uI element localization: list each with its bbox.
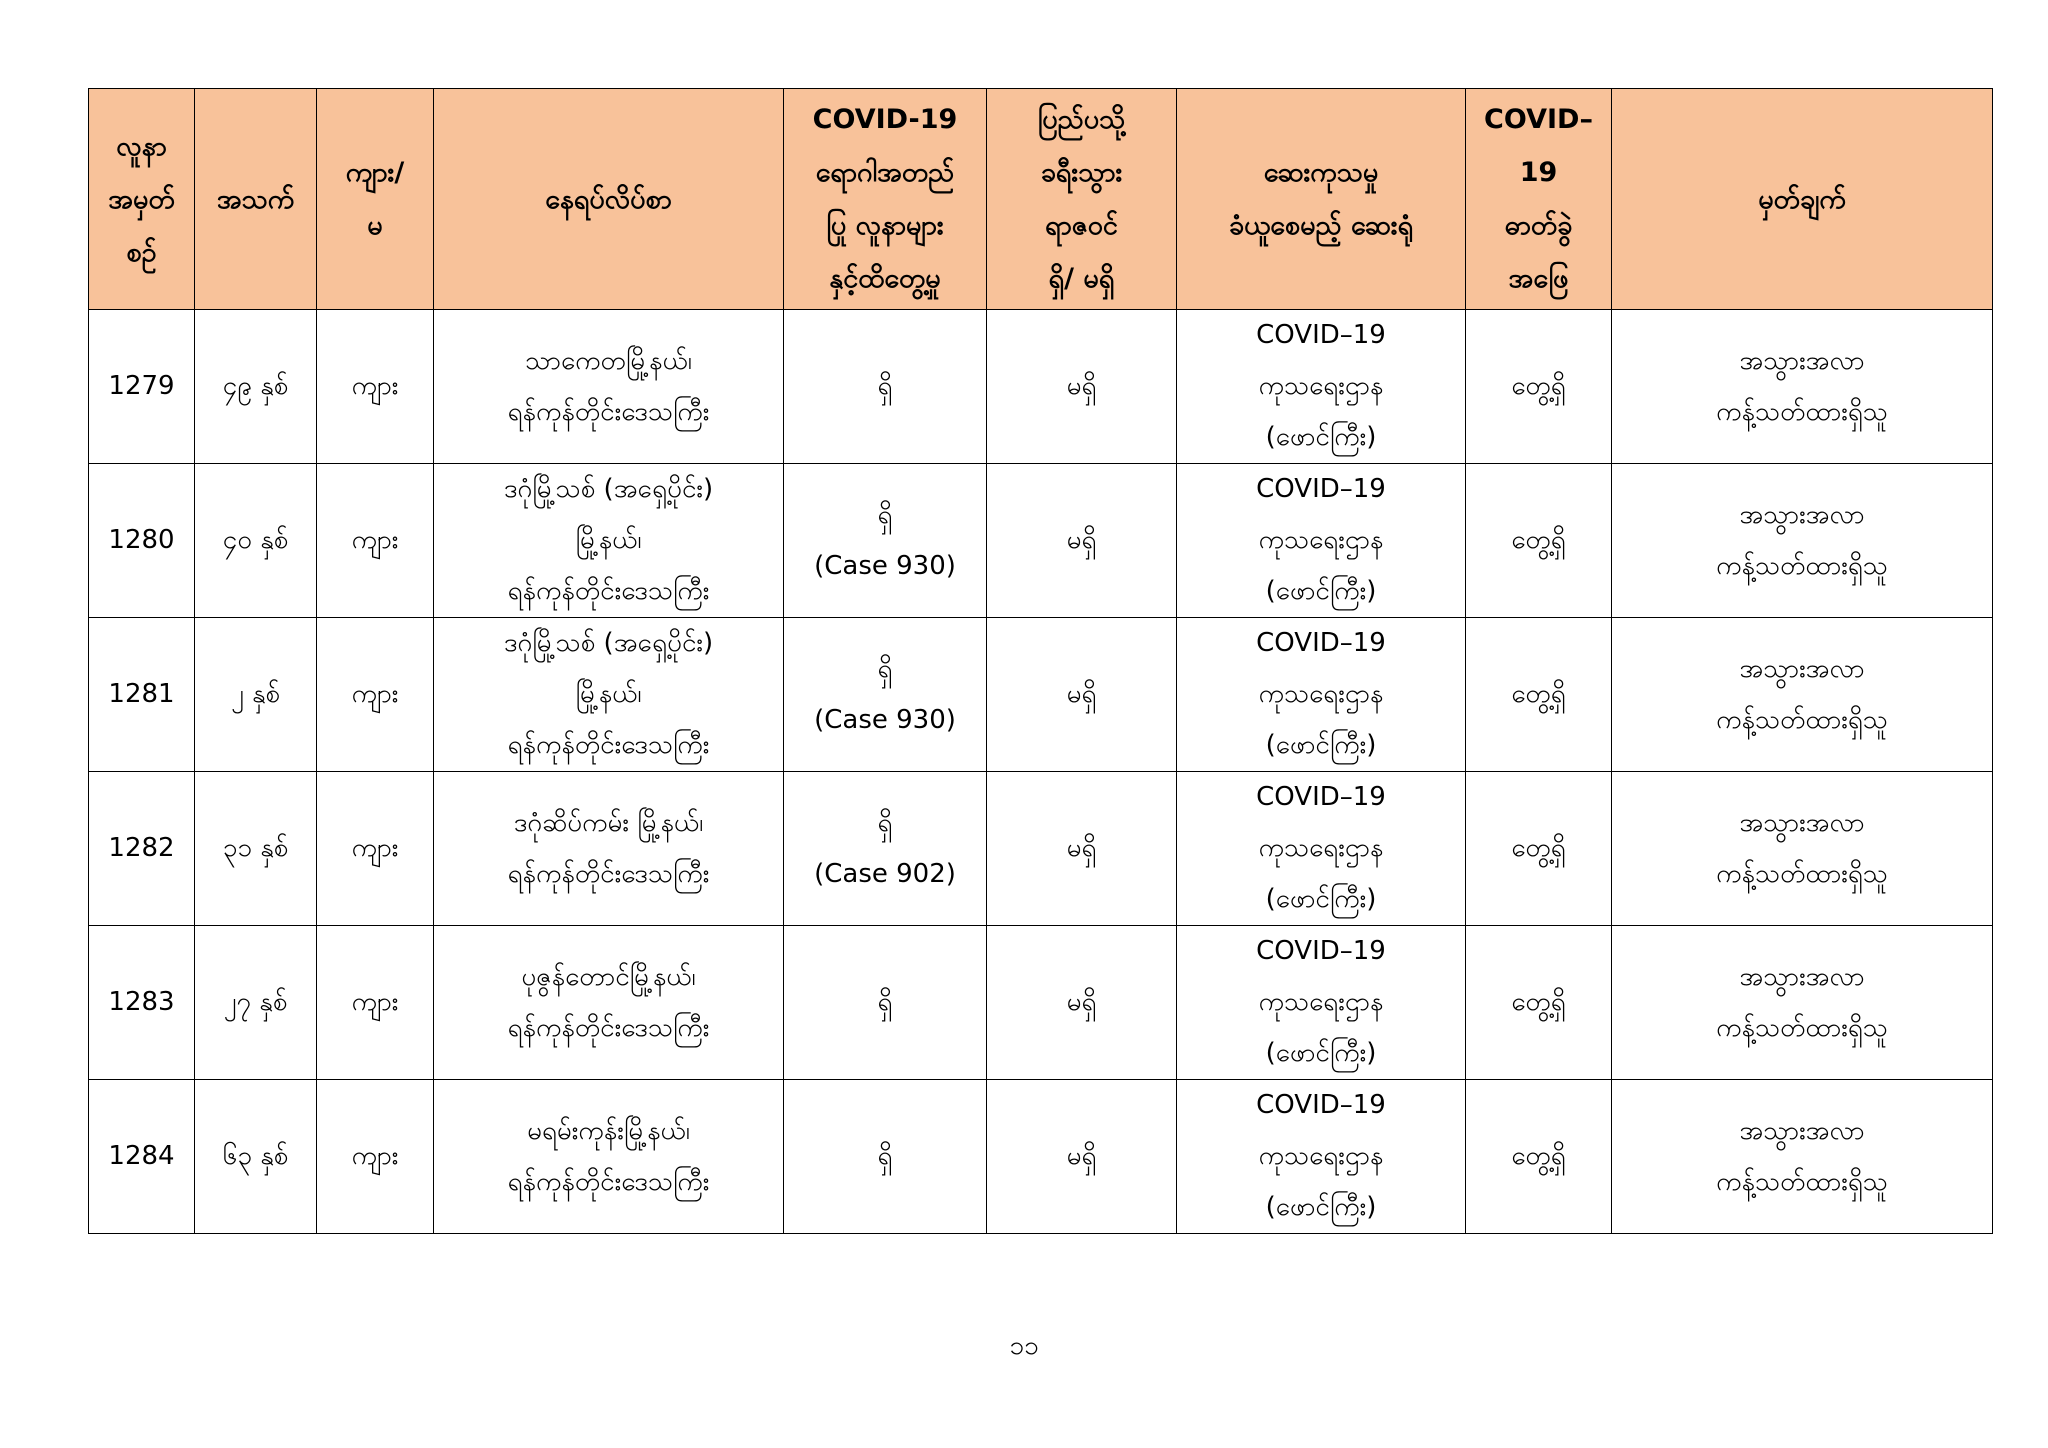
cell-hospital bbox=[1177, 618, 1466, 772]
cell-travel bbox=[987, 464, 1177, 618]
header-age bbox=[195, 89, 317, 310]
cell-remarks bbox=[1612, 310, 1993, 464]
header-line: ရှိ/ မရှိ bbox=[1048, 263, 1115, 294]
header-line: ခရီးသွား bbox=[1040, 157, 1123, 188]
cell-line: ကန့်သတ်ထားရှိသူ bbox=[1716, 396, 1888, 427]
cell-case-number bbox=[89, 926, 195, 1080]
cell-line: ကုသရေးဌာန bbox=[1258, 987, 1384, 1017]
cell-line: (Case 902) bbox=[814, 858, 956, 889]
header-hospital bbox=[1177, 89, 1466, 310]
cell-line: ရှိ bbox=[877, 1141, 893, 1171]
header-line: မ bbox=[367, 210, 383, 241]
cell-travel bbox=[987, 1080, 1177, 1234]
header-line: COVID– bbox=[1484, 104, 1593, 135]
header-line: ဆေးကုသမှု bbox=[1263, 157, 1379, 188]
cell-line: COVID–19 bbox=[1256, 1090, 1386, 1120]
cell-line: ၂ နှစ် bbox=[230, 679, 281, 709]
cell-line: 1281 bbox=[108, 679, 175, 709]
cell-line: တွေ့ရှိ bbox=[1511, 679, 1566, 709]
cell-line: ကန့်သတ်ထားရှိသူ bbox=[1716, 550, 1888, 581]
table-row bbox=[89, 464, 1993, 618]
cell-line: မရှိ bbox=[1066, 987, 1097, 1017]
cell-hospital bbox=[1177, 1080, 1466, 1234]
cell-line: တွေ့ရှိ bbox=[1511, 987, 1566, 1017]
cell-contact bbox=[784, 772, 987, 926]
cell-line: မြို့နယ်၊ bbox=[575, 525, 642, 555]
cell-travel bbox=[987, 618, 1177, 772]
table-row bbox=[89, 926, 1993, 1080]
cell-line: ရန်ကုန်တိုင်းဒေသကြီး bbox=[507, 1012, 710, 1043]
table-row bbox=[89, 772, 1993, 926]
cell-travel bbox=[987, 772, 1177, 926]
cell-remarks bbox=[1612, 772, 1993, 926]
cell-sex bbox=[317, 464, 434, 618]
cell-lab-result bbox=[1466, 310, 1612, 464]
cell-line: 1283 bbox=[108, 987, 175, 1017]
cell-line: အသွားအလာ bbox=[1739, 961, 1865, 992]
cell-line: ၄၉ နှစ် bbox=[222, 371, 289, 401]
cell-line: (ဖောင်ကြီး) bbox=[1265, 576, 1377, 606]
header-line: အသက် bbox=[216, 183, 295, 215]
header-line: လူနာ bbox=[116, 130, 167, 162]
cell-address bbox=[434, 772, 784, 926]
cell-sex bbox=[317, 772, 434, 926]
cell-line: ကန့်သတ်ထားရှိသူ bbox=[1716, 858, 1888, 889]
cell-address bbox=[434, 464, 784, 618]
cell-line: ကျား bbox=[351, 1141, 399, 1171]
cell-lab-result bbox=[1466, 464, 1612, 618]
cell-line: 1284 bbox=[108, 1141, 175, 1171]
cell-line: (Case 930) bbox=[814, 550, 956, 581]
cell-sex bbox=[317, 1080, 434, 1234]
cell-address bbox=[434, 310, 784, 464]
cell-line: (ဖောင်ကြီး) bbox=[1265, 730, 1377, 760]
cell-line: ကျား bbox=[351, 987, 399, 1017]
cell-line: ရှိ bbox=[877, 371, 893, 401]
cell-line: (ဖောင်ကြီး) bbox=[1265, 422, 1377, 452]
cell-line: ကန့်သတ်ထားရှိသူ bbox=[1716, 1012, 1888, 1043]
case-table bbox=[88, 88, 1993, 1234]
cell-contact bbox=[784, 618, 987, 772]
cell-hospital bbox=[1177, 464, 1466, 618]
cell-line: ရှိ bbox=[877, 653, 893, 684]
header-line: ရာဇဝင် bbox=[1045, 210, 1118, 241]
cell-sex bbox=[317, 926, 434, 1080]
cell-line: ကုသရေးဌာန bbox=[1258, 371, 1384, 401]
cell-contact bbox=[784, 464, 987, 618]
cell-line: ကန့်သတ်ထားရှိသူ bbox=[1716, 1166, 1888, 1197]
cell-address bbox=[434, 1080, 784, 1234]
cell-remarks bbox=[1612, 618, 1993, 772]
cell-line: ၃၁ နှစ် bbox=[222, 833, 289, 863]
cell-line: ကျား bbox=[351, 679, 399, 709]
header-line: မှတ်ချက် bbox=[1758, 183, 1846, 215]
cell-line: ကျား bbox=[351, 525, 399, 555]
header-line: ခံယူစေမည့် ဆေးရုံ bbox=[1228, 210, 1414, 241]
cell-line: တွေ့ရှိ bbox=[1511, 525, 1566, 555]
header-line: နေရပ်လိပ်စာ bbox=[545, 183, 672, 215]
header-line: ပြု လူနာများ bbox=[826, 210, 944, 241]
cell-line: ရန်ကုန်တိုင်းဒေသကြီး bbox=[507, 858, 710, 889]
cell-age bbox=[195, 926, 317, 1080]
document-page bbox=[88, 88, 1992, 1361]
header-lab-result bbox=[1466, 89, 1612, 310]
table-row bbox=[89, 618, 1993, 772]
cell-case-number bbox=[89, 618, 195, 772]
cell-line: ရန်ကုန်တိုင်းဒေသကြီး bbox=[507, 730, 710, 760]
cell-line: မရှိ bbox=[1066, 371, 1097, 401]
cell-line: ရန်ကုန်တိုင်းဒေသကြီး bbox=[507, 576, 710, 606]
cell-line: COVID–19 bbox=[1256, 474, 1386, 504]
cell-travel bbox=[987, 926, 1177, 1080]
cell-line: ရန်ကုန်တိုင်းဒေသကြီး bbox=[507, 1166, 710, 1197]
cell-case-number bbox=[89, 310, 195, 464]
cell-line: မရှိ bbox=[1066, 679, 1097, 709]
header-row bbox=[89, 89, 1993, 310]
cell-case-number bbox=[89, 1080, 195, 1234]
header-line: နှင့်ထိတွေ့မှု bbox=[829, 263, 941, 294]
header-line: COVID-19 bbox=[812, 104, 958, 135]
cell-address bbox=[434, 618, 784, 772]
cell-line: 1282 bbox=[108, 833, 175, 863]
cell-line: ပုဇွန်တောင်မြို့နယ်၊ bbox=[521, 961, 696, 992]
cell-line: ကုသရေးဌာန bbox=[1258, 525, 1384, 555]
page-number: ၁၁ bbox=[1009, 1331, 1039, 1361]
cell-contact bbox=[784, 1080, 987, 1234]
header-case-number bbox=[89, 89, 195, 310]
cell-line: အသွားအလာ bbox=[1739, 499, 1865, 530]
cell-hospital bbox=[1177, 926, 1466, 1080]
header-contact bbox=[784, 89, 987, 310]
cell-line: 1279 bbox=[108, 371, 175, 401]
cell-line: တွေ့ရှိ bbox=[1511, 833, 1566, 863]
cell-case-number bbox=[89, 772, 195, 926]
cell-line: ၄၀ နှစ် bbox=[222, 525, 289, 555]
cell-line: ၂၇ နှစ် bbox=[223, 987, 288, 1017]
cell-line: မရမ်းကုန်းမြို့နယ်၊ bbox=[527, 1115, 690, 1146]
header-address bbox=[434, 89, 784, 310]
cell-line: ကျား bbox=[351, 371, 399, 401]
header-line: စဉ် bbox=[126, 236, 157, 268]
cell-age bbox=[195, 618, 317, 772]
header-line: ရောဂါအတည် bbox=[815, 157, 955, 188]
cell-lab-result bbox=[1466, 618, 1612, 772]
cell-line: ကုသရေးဌာန bbox=[1258, 679, 1384, 709]
cell-line: 1280 bbox=[108, 525, 175, 555]
cell-line: COVID–19 bbox=[1256, 936, 1386, 966]
cell-remarks bbox=[1612, 926, 1993, 1080]
header-travel bbox=[987, 89, 1177, 310]
cell-contact bbox=[784, 310, 987, 464]
cell-line: တွေ့ရှိ bbox=[1511, 1141, 1566, 1171]
cell-age bbox=[195, 772, 317, 926]
header-sex bbox=[317, 89, 434, 310]
cell-line: (ဖောင်ကြီး) bbox=[1265, 1192, 1377, 1222]
cell-age bbox=[195, 464, 317, 618]
cell-line: (ဖောင်ကြီး) bbox=[1265, 1038, 1377, 1068]
cell-line: ကုသရေးဌာန bbox=[1258, 833, 1384, 863]
cell-line: မရှိ bbox=[1066, 525, 1097, 555]
cell-contact bbox=[784, 926, 987, 1080]
cell-lab-result bbox=[1466, 926, 1612, 1080]
cell-line: ရှိ bbox=[877, 499, 893, 530]
cell-line: တွေ့ရှိ bbox=[1511, 371, 1566, 401]
cell-line: ရှိ bbox=[877, 807, 893, 838]
cell-line: COVID–19 bbox=[1256, 320, 1386, 350]
cell-address bbox=[434, 926, 784, 1080]
cell-line: (ဖောင်ကြီး) bbox=[1265, 884, 1377, 914]
cell-line: ၆၃ နှစ် bbox=[222, 1141, 289, 1171]
cell-line: ရန်ကုန်တိုင်းဒေသကြီး bbox=[507, 396, 710, 427]
cell-line: အသွားအလာ bbox=[1739, 807, 1865, 838]
cell-line: ရှိ bbox=[877, 987, 893, 1017]
header-line: ပြည်ပသို့ bbox=[1037, 104, 1126, 135]
cell-case-number bbox=[89, 464, 195, 618]
table-row bbox=[89, 1080, 1993, 1234]
cell-age bbox=[195, 310, 317, 464]
header-line: ကျား/ bbox=[345, 157, 405, 188]
cell-sex bbox=[317, 618, 434, 772]
cell-sex bbox=[317, 310, 434, 464]
cell-line: ကန့်သတ်ထားရှိသူ bbox=[1716, 704, 1888, 735]
cell-line: ဒဂုံဆိပ်ကမ်း မြို့နယ်၊ bbox=[513, 807, 704, 838]
cell-hospital bbox=[1177, 772, 1466, 926]
cell-line: (Case 930) bbox=[814, 704, 956, 735]
cell-age bbox=[195, 1080, 317, 1234]
cell-line: ကျား bbox=[351, 833, 399, 863]
cell-lab-result bbox=[1466, 772, 1612, 926]
cell-line: ဒဂုံမြို့သစ် (အရှေ့ပိုင်း) bbox=[503, 628, 714, 658]
cell-line: အသွားအလာ bbox=[1739, 345, 1865, 376]
table-row bbox=[89, 310, 1993, 464]
cell-hospital bbox=[1177, 310, 1466, 464]
cell-line: ကုသရေးဌာန bbox=[1258, 1141, 1384, 1171]
header-line: 19 bbox=[1519, 157, 1558, 188]
cell-line: ဒဂုံမြို့သစ် (အရှေ့ပိုင်း) bbox=[503, 474, 714, 504]
header-line: အဖြေ bbox=[1508, 263, 1569, 294]
header-remarks bbox=[1612, 89, 1993, 310]
cell-line: မရှိ bbox=[1066, 1141, 1097, 1171]
cell-remarks bbox=[1612, 464, 1993, 618]
cell-line: သာကေတမြို့နယ်၊ bbox=[525, 345, 692, 376]
cell-line: COVID–19 bbox=[1256, 628, 1386, 658]
cell-line: COVID–19 bbox=[1256, 782, 1386, 812]
cell-line: မြို့နယ်၊ bbox=[575, 679, 642, 709]
cell-lab-result bbox=[1466, 1080, 1612, 1234]
cell-line: မရှိ bbox=[1066, 833, 1097, 863]
header-line: အမှတ် bbox=[108, 183, 175, 215]
cell-line: အသွားအလာ bbox=[1739, 653, 1865, 684]
cell-line: အသွားအလာ bbox=[1739, 1115, 1865, 1146]
header-line: ဓာတ်ခွဲ bbox=[1504, 210, 1573, 241]
cell-travel bbox=[987, 310, 1177, 464]
cell-remarks bbox=[1612, 1080, 1993, 1234]
